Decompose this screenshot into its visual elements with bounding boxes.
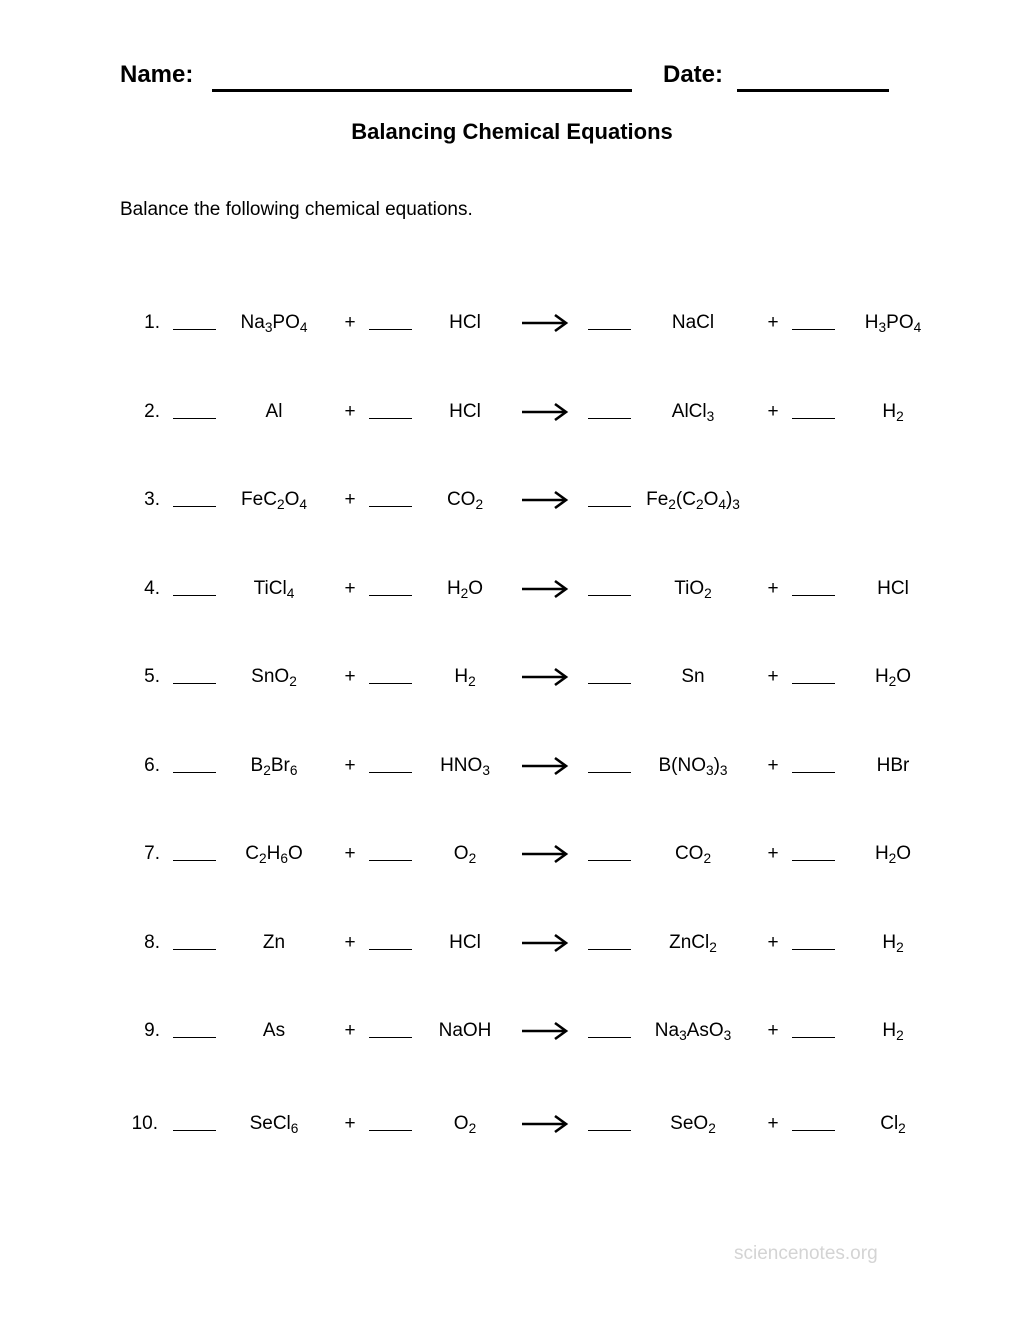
coefficient-blank[interactable] xyxy=(173,595,216,596)
coefficient-blank[interactable] xyxy=(588,418,631,419)
coefficient-blank[interactable] xyxy=(173,418,216,419)
reactant-formula: $HNO_3$ xyxy=(440,755,490,778)
header xyxy=(0,60,1024,100)
equation-number: 6. xyxy=(144,755,160,776)
product-formula: $Fe_2(C_2O_4)_3$ xyxy=(646,489,740,512)
equation-number: 2. xyxy=(144,401,160,422)
coefficient-blank[interactable] xyxy=(792,772,835,773)
reactant-formula: $O_2$ xyxy=(453,843,477,866)
equation-row xyxy=(0,839,1024,869)
reactant-formula: SnO$_2$ xyxy=(251,666,297,689)
coefficient-blank[interactable] xyxy=(588,860,631,861)
reactant-formula: $H_2O$ xyxy=(446,578,484,601)
equation-number: 5. xyxy=(144,666,160,687)
product-formula: $H_2O$ xyxy=(874,843,912,866)
equation-number: 7. xyxy=(144,843,160,864)
coefficient-blank[interactable] xyxy=(588,772,631,773)
plus-sign: + xyxy=(767,666,779,687)
product-formula: TiO$_2$ xyxy=(674,578,712,601)
coefficient-blank[interactable] xyxy=(792,595,835,596)
coefficient-blank[interactable] xyxy=(588,329,631,330)
plus-sign: + xyxy=(344,312,356,333)
reactant-formula: HCl xyxy=(449,401,481,422)
coefficient-blank[interactable] xyxy=(369,772,412,773)
reactant-formula: $CO_2$ xyxy=(446,489,484,512)
equation-row xyxy=(0,574,1024,604)
reactant-formula: $O_2$ xyxy=(453,1113,477,1136)
plus-sign: + xyxy=(767,401,779,422)
product-formula: HCl xyxy=(877,578,909,599)
right-arrow-icon xyxy=(521,579,569,599)
reactant-formula: NaOH xyxy=(438,1020,492,1041)
right-arrow-icon xyxy=(521,756,569,776)
equation-row xyxy=(0,751,1024,781)
coefficient-blank[interactable] xyxy=(792,329,835,330)
plus-sign: + xyxy=(344,578,356,599)
right-arrow-icon xyxy=(521,933,569,953)
coefficient-blank[interactable] xyxy=(369,860,412,861)
plus-sign: + xyxy=(344,843,356,864)
equation-number: 1. xyxy=(144,312,160,333)
product-formula: $H_2$ xyxy=(882,401,904,424)
product-formula: $CO_2$ xyxy=(674,843,712,866)
page-title: Balancing Chemical Equations xyxy=(351,119,673,144)
plus-sign: + xyxy=(767,843,779,864)
product-formula: AlCl$_3$ xyxy=(671,401,715,424)
product-formula: $H_2$ xyxy=(882,1020,904,1043)
product-formula: HBr xyxy=(876,755,910,776)
coefficient-blank[interactable] xyxy=(588,1130,631,1131)
right-arrow-icon xyxy=(521,1114,569,1134)
equation-row xyxy=(0,662,1024,692)
coefficient-blank[interactable] xyxy=(588,683,631,684)
right-arrow-icon xyxy=(521,1021,569,1041)
coefficient-blank[interactable] xyxy=(588,506,631,507)
reactant-formula: Zn xyxy=(262,932,286,953)
equation-row xyxy=(0,397,1024,427)
coefficient-blank[interactable] xyxy=(792,1037,835,1038)
reactant-formula: $H_2$ xyxy=(454,666,476,689)
plus-sign: + xyxy=(344,755,356,776)
right-arrow-icon xyxy=(521,313,569,333)
coefficient-blank[interactable] xyxy=(369,506,412,507)
reactant-formula: TiCl$_4$ xyxy=(253,578,295,601)
reactant-formula: $B_2Br_6$ xyxy=(250,755,298,778)
plus-sign: + xyxy=(767,1020,779,1041)
plus-sign: + xyxy=(767,932,779,953)
coefficient-blank[interactable] xyxy=(792,949,835,950)
right-arrow-icon xyxy=(521,667,569,687)
equation-number: 10. xyxy=(131,1113,158,1134)
product-formula: NaCl xyxy=(671,312,715,333)
reactant-formula: HCl xyxy=(449,932,481,953)
product-formula: ZnCl$_2$ xyxy=(669,932,717,955)
equation-row xyxy=(0,1016,1024,1046)
coefficient-blank[interactable] xyxy=(369,683,412,684)
coefficient-blank[interactable] xyxy=(369,1037,412,1038)
coefficient-blank[interactable] xyxy=(588,595,631,596)
equation-row xyxy=(0,928,1024,958)
reactant-formula: SeCl$_6$ xyxy=(249,1113,299,1136)
plus-sign: + xyxy=(767,578,779,599)
product-formula: $H_2O$ xyxy=(874,666,912,689)
watermark: sciencenotes.org xyxy=(734,1243,878,1264)
product-formula: Sn xyxy=(681,666,705,687)
date-label: Date: xyxy=(663,61,724,88)
reactant-formula: HCl xyxy=(449,312,481,333)
equation-number: 9. xyxy=(144,1020,160,1041)
coefficient-blank[interactable] xyxy=(173,329,216,330)
coefficient-blank[interactable] xyxy=(369,418,412,419)
coefficient-blank[interactable] xyxy=(792,418,835,419)
coefficient-blank[interactable] xyxy=(369,329,412,330)
instructions: Balance the following chemical equations. xyxy=(120,199,473,220)
equation-row xyxy=(0,1109,1024,1139)
date-field[interactable] xyxy=(737,89,889,92)
right-arrow-icon xyxy=(521,490,569,510)
coefficient-blank[interactable] xyxy=(792,683,835,684)
equation-number: 3. xyxy=(144,489,160,510)
coefficient-blank[interactable] xyxy=(369,595,412,596)
plus-sign: + xyxy=(344,1020,356,1041)
coefficient-blank[interactable] xyxy=(792,860,835,861)
plus-sign: + xyxy=(767,312,779,333)
reactant-formula: $Na_3PO_4$ xyxy=(240,312,308,335)
coefficient-blank[interactable] xyxy=(588,949,631,950)
right-arrow-icon xyxy=(521,844,569,864)
plus-sign: + xyxy=(344,1113,356,1134)
plus-sign: + xyxy=(767,1113,779,1134)
equation-number: 8. xyxy=(144,932,160,953)
coefficient-blank[interactable] xyxy=(173,1037,216,1038)
equation-row xyxy=(0,485,1024,515)
product-formula: SeO$_2$ xyxy=(670,1113,716,1136)
coefficient-blank[interactable] xyxy=(173,772,216,773)
name-label: Name: xyxy=(120,61,194,88)
product-formula: $B(NO_3)_3$ xyxy=(658,755,728,778)
plus-sign: + xyxy=(767,755,779,776)
product-formula: $H_3PO_4$ xyxy=(864,312,922,335)
coefficient-blank[interactable] xyxy=(173,506,216,507)
name-field[interactable] xyxy=(212,89,632,92)
coefficient-blank[interactable] xyxy=(173,683,216,684)
plus-sign: + xyxy=(344,932,356,953)
coefficient-blank[interactable] xyxy=(173,1130,216,1131)
equation-number: 4. xyxy=(144,578,160,599)
reactant-formula: Al xyxy=(265,401,283,422)
right-arrow-icon xyxy=(521,402,569,422)
reactant-formula: As xyxy=(262,1020,286,1041)
product-formula: $Cl_2$ xyxy=(880,1113,906,1136)
coefficient-blank[interactable] xyxy=(173,860,216,861)
reactant-formula: $C_2H_6O$ xyxy=(245,843,303,866)
product-formula: $H_2$ xyxy=(882,932,904,955)
equation-row xyxy=(0,308,1024,338)
coefficient-blank[interactable] xyxy=(588,1037,631,1038)
product-formula: $Na_3AsO_3$ xyxy=(654,1020,732,1043)
plus-sign: + xyxy=(344,489,356,510)
plus-sign: + xyxy=(344,666,356,687)
reactant-formula: $FeC_2O_4$ xyxy=(241,489,307,512)
coefficient-blank[interactable] xyxy=(369,1130,412,1131)
plus-sign: + xyxy=(344,401,356,422)
coefficient-blank[interactable] xyxy=(369,949,412,950)
coefficient-blank[interactable] xyxy=(792,1130,835,1131)
coefficient-blank[interactable] xyxy=(173,949,216,950)
